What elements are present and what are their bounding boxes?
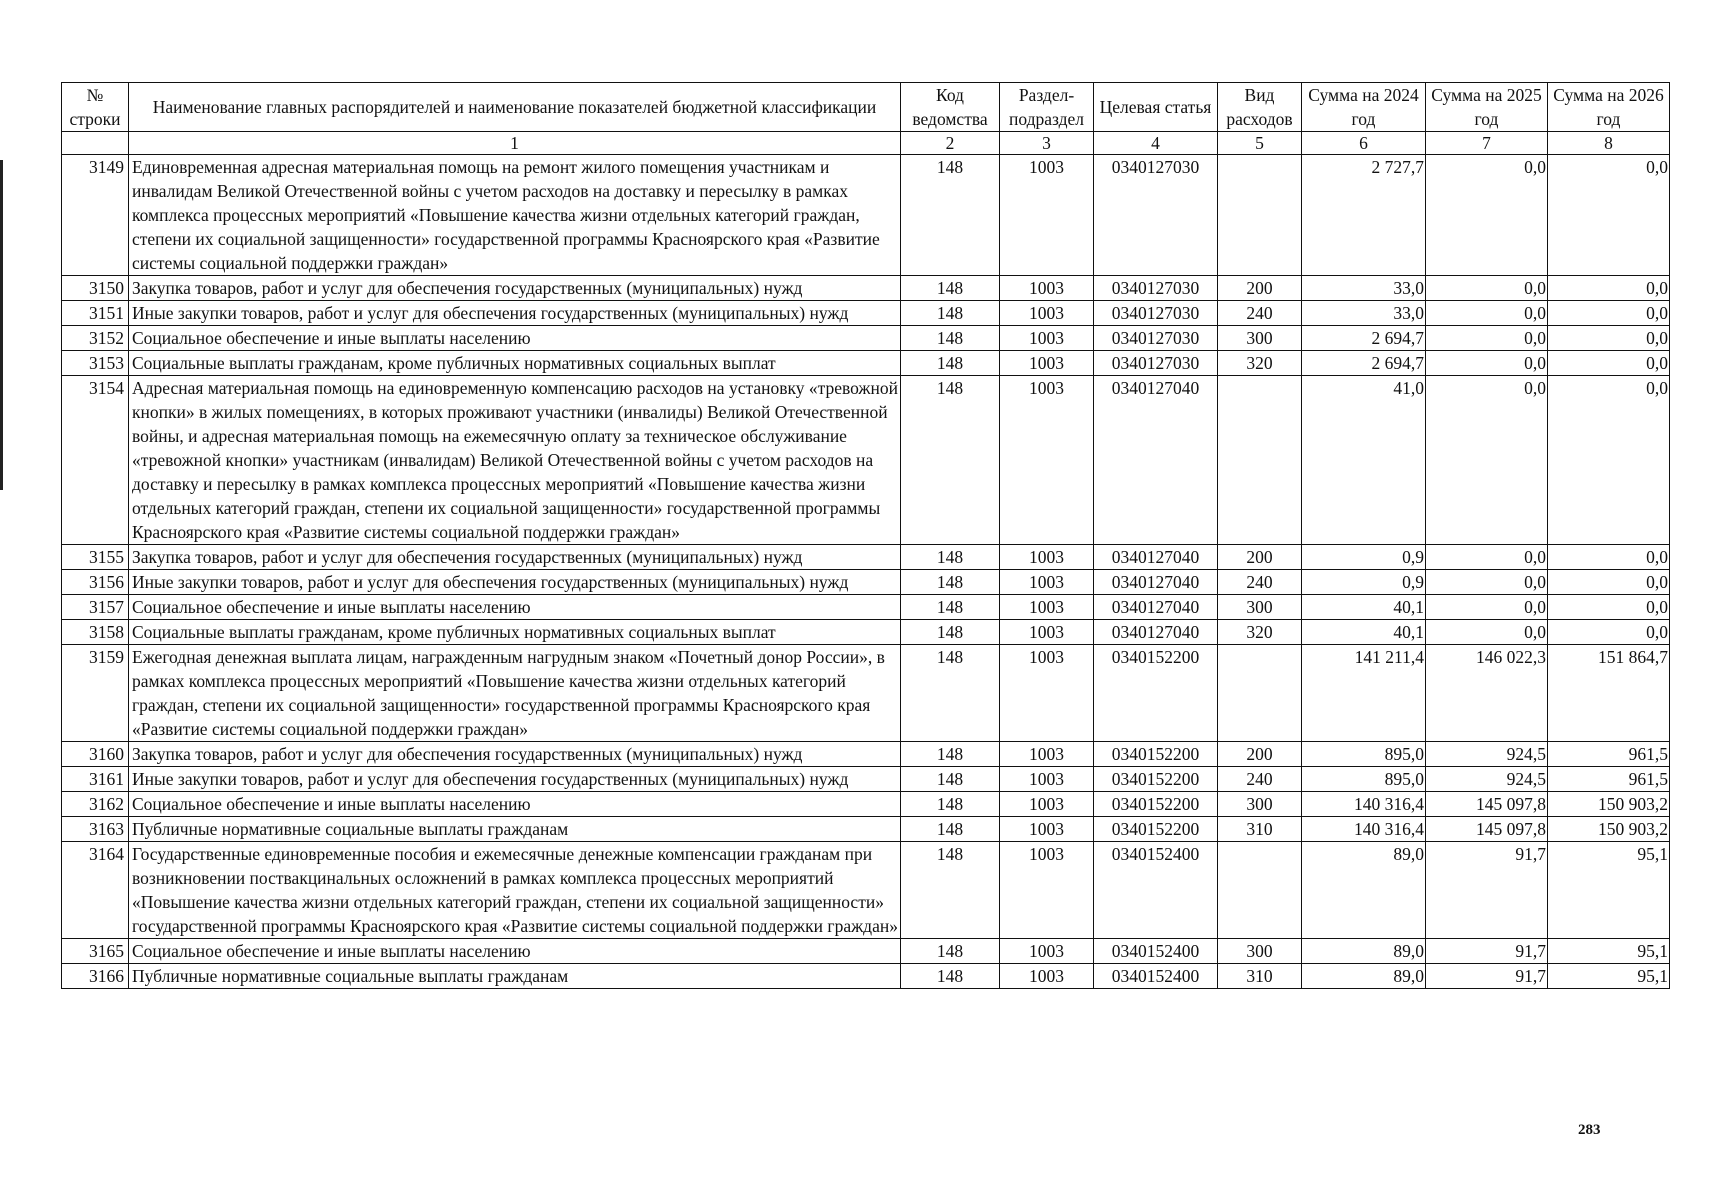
row-section: 1003 — [1000, 570, 1094, 595]
row-sum-2025: 0,0 — [1426, 155, 1548, 276]
row-sum-2025: 145 097,8 — [1426, 817, 1548, 842]
row-expense-type — [1218, 645, 1302, 742]
row-name: Социальное обеспечение и иные выплаты населению — [129, 326, 901, 351]
row-sum-2024: 2 727,7 — [1302, 155, 1426, 276]
column-number: 8 — [1548, 132, 1670, 155]
row-sum-2026: 0,0 — [1548, 545, 1670, 570]
row-sum-2024: 895,0 — [1302, 742, 1426, 767]
row-section: 1003 — [1000, 939, 1094, 964]
row-sum-2024: 89,0 — [1302, 939, 1426, 964]
table-row — [62, 276, 1670, 301]
row-expense-type — [1218, 842, 1302, 939]
row-section: 1003 — [1000, 595, 1094, 620]
row-number: 3154 — [62, 376, 129, 545]
row-dept-code: 148 — [901, 301, 1000, 326]
row-sum-2026: 95,1 — [1548, 964, 1670, 989]
column-number: 4 — [1094, 132, 1218, 155]
row-expense-type: 240 — [1218, 570, 1302, 595]
row-section: 1003 — [1000, 842, 1094, 939]
row-expense-type: 200 — [1218, 742, 1302, 767]
row-sum-2025: 924,5 — [1426, 767, 1548, 792]
row-section: 1003 — [1000, 817, 1094, 842]
row-name: Иные закупки товаров, работ и услуг для обеспечения государственных (муниципальных) нужд — [129, 570, 901, 595]
row-sum-2026: 0,0 — [1548, 276, 1670, 301]
row-number: 3166 — [62, 964, 129, 989]
row-sum-2026: 961,5 — [1548, 767, 1670, 792]
row-expense-type: 300 — [1218, 595, 1302, 620]
row-sum-2024: 0,9 — [1302, 545, 1426, 570]
table-row — [62, 545, 1670, 570]
row-sum-2024: 41,0 — [1302, 376, 1426, 545]
row-number: 3160 — [62, 742, 129, 767]
row-section: 1003 — [1000, 351, 1094, 376]
row-target-article: 0340127040 — [1094, 620, 1218, 645]
row-target-article: 0340127040 — [1094, 570, 1218, 595]
row-name: Закупка товаров, работ и услуг для обеспечения государственных (муниципальных) нужд — [129, 742, 901, 767]
row-name: Социальные выплаты гражданам, кроме публичных нормативных социальных выплат — [129, 620, 901, 645]
row-number: 3150 — [62, 276, 129, 301]
header-row — [62, 83, 1670, 132]
row-number: 3157 — [62, 595, 129, 620]
row-target-article: 0340127040 — [1094, 595, 1218, 620]
header-name: Наименование главных распорядителей и наименование показателей бюджетной классификации — [129, 83, 901, 132]
row-sum-2025: 0,0 — [1426, 595, 1548, 620]
row-dept-code: 148 — [901, 376, 1000, 545]
row-sum-2026: 95,1 — [1548, 842, 1670, 939]
row-target-article: 0340152400 — [1094, 939, 1218, 964]
row-sum-2026: 0,0 — [1548, 570, 1670, 595]
row-sum-2026: 0,0 — [1548, 595, 1670, 620]
row-sum-2025: 146 022,3 — [1426, 645, 1548, 742]
row-target-article: 0340152400 — [1094, 964, 1218, 989]
row-target-article: 0340152200 — [1094, 792, 1218, 817]
row-sum-2024: 2 694,7 — [1302, 326, 1426, 351]
row-expense-type: 240 — [1218, 301, 1302, 326]
row-target-article: 0340127030 — [1094, 155, 1218, 276]
row-sum-2026: 0,0 — [1548, 620, 1670, 645]
row-sum-2024: 0,9 — [1302, 570, 1426, 595]
header-target-article: Целевая статья — [1094, 83, 1218, 132]
row-number: 3165 — [62, 939, 129, 964]
row-dept-code: 148 — [901, 276, 1000, 301]
row-sum-2026: 0,0 — [1548, 155, 1670, 276]
table-row — [62, 792, 1670, 817]
row-name: Закупка товаров, работ и услуг для обеспечения государственных (муниципальных) нужд — [129, 545, 901, 570]
row-section: 1003 — [1000, 155, 1094, 276]
column-number: 5 — [1218, 132, 1302, 155]
scan-edge-mark — [0, 160, 3, 490]
row-name: Ежегодная денежная выплата лицам, награжденным нагрудным знаком «Почетный донор России», в рамках комплекса процессных мероприятий «Повышение качества жизни отдельных категорий граждан, степени их социальной защищенности» государственной программы Красноярского края «Развитие системы социальной поддержки граждан» — [129, 645, 901, 742]
table-row — [62, 842, 1670, 939]
row-dept-code: 148 — [901, 842, 1000, 939]
row-target-article: 0340152200 — [1094, 817, 1218, 842]
row-section: 1003 — [1000, 276, 1094, 301]
row-number: 3163 — [62, 817, 129, 842]
row-sum-2026: 0,0 — [1548, 351, 1670, 376]
row-expense-type: 320 — [1218, 351, 1302, 376]
row-sum-2025: 0,0 — [1426, 570, 1548, 595]
row-number: 3149 — [62, 155, 129, 276]
row-target-article: 0340152200 — [1094, 742, 1218, 767]
row-dept-code: 148 — [901, 792, 1000, 817]
row-sum-2025: 0,0 — [1426, 620, 1548, 645]
row-expense-type: 300 — [1218, 792, 1302, 817]
row-expense-type: 240 — [1218, 767, 1302, 792]
column-number — [62, 132, 129, 155]
table-row — [62, 570, 1670, 595]
row-dept-code: 148 — [901, 767, 1000, 792]
row-section: 1003 — [1000, 620, 1094, 645]
row-section: 1003 — [1000, 376, 1094, 545]
budget-table — [61, 82, 1670, 989]
table-row — [62, 351, 1670, 376]
row-dept-code: 148 — [901, 964, 1000, 989]
row-dept-code: 148 — [901, 155, 1000, 276]
table-row — [62, 376, 1670, 545]
table-row — [62, 620, 1670, 645]
row-section: 1003 — [1000, 301, 1094, 326]
header-dept-code: Код ведомства — [901, 83, 1000, 132]
row-section: 1003 — [1000, 964, 1094, 989]
row-dept-code: 148 — [901, 570, 1000, 595]
header-sum-2024: Сумма на 2024 год — [1302, 83, 1426, 132]
row-sum-2024: 89,0 — [1302, 964, 1426, 989]
row-sum-2025: 91,7 — [1426, 939, 1548, 964]
row-sum-2026: 961,5 — [1548, 742, 1670, 767]
column-number: 3 — [1000, 132, 1094, 155]
row-target-article: 0340127030 — [1094, 301, 1218, 326]
row-sum-2025: 0,0 — [1426, 545, 1548, 570]
row-sum-2025: 91,7 — [1426, 842, 1548, 939]
row-sum-2025: 0,0 — [1426, 326, 1548, 351]
row-sum-2026: 0,0 — [1548, 376, 1670, 545]
row-dept-code: 148 — [901, 620, 1000, 645]
row-name: Единовременная адресная материальная помощь на ремонт жилого помещения участникам и инвалидам Великой Отечественной войны с учетом расходов на доставку и пересылку в рамках комплекса процессных мероприятий «Повышение качества жизни отдельных категорий граждан, степени их социальной защищенности» государственной программы Красноярского края «Развитие системы социальной поддержки граждан» — [129, 155, 901, 276]
row-section: 1003 — [1000, 545, 1094, 570]
table-row — [62, 767, 1670, 792]
column-number: 7 — [1426, 132, 1548, 155]
row-target-article: 0340127040 — [1094, 545, 1218, 570]
row-sum-2025: 0,0 — [1426, 376, 1548, 545]
column-number-row — [62, 132, 1670, 155]
row-expense-type: 200 — [1218, 276, 1302, 301]
row-target-article: 0340127030 — [1094, 326, 1218, 351]
row-sum-2025: 0,0 — [1426, 301, 1548, 326]
row-dept-code: 148 — [901, 351, 1000, 376]
row-number: 3155 — [62, 545, 129, 570]
column-number: 6 — [1302, 132, 1426, 155]
row-section: 1003 — [1000, 326, 1094, 351]
row-name: Иные закупки товаров, работ и услуг для обеспечения государственных (муниципальных) нужд — [129, 301, 901, 326]
row-expense-type: 200 — [1218, 545, 1302, 570]
row-number: 3162 — [62, 792, 129, 817]
row-dept-code: 148 — [901, 326, 1000, 351]
row-expense-type — [1218, 155, 1302, 276]
row-sum-2025: 145 097,8 — [1426, 792, 1548, 817]
row-section: 1003 — [1000, 645, 1094, 742]
table-row — [62, 155, 1670, 276]
row-number: 3161 — [62, 767, 129, 792]
row-expense-type — [1218, 376, 1302, 545]
row-sum-2024: 40,1 — [1302, 595, 1426, 620]
row-sum-2026: 150 903,2 — [1548, 817, 1670, 842]
row-name: Государственные единовременные пособия и ежемесячные денежные компенсации гражданам при возникновении поствакцинальных осложнений в рамках комплекса процессных мероприятий «Повышение качества жизни отдельных категорий граждан, степени их социальной защищенности» государственной программы Красноярского края «Развитие системы социальной поддержки граждан» — [129, 842, 901, 939]
row-sum-2024: 33,0 — [1302, 276, 1426, 301]
table-row — [62, 939, 1670, 964]
table-header — [62, 83, 1670, 155]
row-sum-2026: 0,0 — [1548, 326, 1670, 351]
row-sum-2026: 151 864,7 — [1548, 645, 1670, 742]
row-target-article: 0340127040 — [1094, 376, 1218, 545]
column-number: 2 — [901, 132, 1000, 155]
row-section: 1003 — [1000, 742, 1094, 767]
row-sum-2025: 924,5 — [1426, 742, 1548, 767]
row-name: Социальное обеспечение и иные выплаты населению — [129, 792, 901, 817]
row-sum-2024: 140 316,4 — [1302, 817, 1426, 842]
row-number: 3152 — [62, 326, 129, 351]
table-row — [62, 964, 1670, 989]
header-sum-2025: Сумма на 2025 год — [1426, 83, 1548, 132]
header-section: Раздел- подраздел — [1000, 83, 1094, 132]
row-number: 3151 — [62, 301, 129, 326]
row-dept-code: 148 — [901, 595, 1000, 620]
column-number: 1 — [129, 132, 901, 155]
row-sum-2024: 89,0 — [1302, 842, 1426, 939]
table-body — [62, 155, 1670, 989]
row-number: 3156 — [62, 570, 129, 595]
row-section: 1003 — [1000, 767, 1094, 792]
row-number: 3164 — [62, 842, 129, 939]
header-expense-type: Вид расходов — [1218, 83, 1302, 132]
table-row — [62, 326, 1670, 351]
row-target-article: 0340152400 — [1094, 842, 1218, 939]
table-row — [62, 595, 1670, 620]
table-row — [62, 742, 1670, 767]
row-expense-type: 310 — [1218, 817, 1302, 842]
row-target-article: 0340152200 — [1094, 645, 1218, 742]
row-dept-code: 148 — [901, 545, 1000, 570]
row-sum-2024: 40,1 — [1302, 620, 1426, 645]
row-expense-type: 300 — [1218, 939, 1302, 964]
header-sum-2026: Сумма на 2026 год — [1548, 83, 1670, 132]
header-row-no: № строки — [62, 83, 129, 132]
row-sum-2025: 91,7 — [1426, 964, 1548, 989]
row-name: Публичные нормативные социальные выплаты гражданам — [129, 964, 901, 989]
row-sum-2026: 95,1 — [1548, 939, 1670, 964]
row-sum-2025: 0,0 — [1426, 276, 1548, 301]
row-dept-code: 148 — [901, 742, 1000, 767]
row-expense-type: 310 — [1218, 964, 1302, 989]
row-name: Адресная материальная помощь на единовременную компенсацию расходов на установку «тревожной кнопки» в жилых помещениях, в которых проживают участники (инвалиды) Великой Отечественной войны, и адресная материальная помощь на ежемесячную оплату за техническое обслуживание «тревожной кнопки» участникам (инвалидам) Великой Отечественной войны с учетом расходов на доставку и пересылку в рамках комплекса процессных мероприятий «Повышение качества жизни отдельных категорий граждан, степени их социальной защищенности» государственной программы Красноярского края «Развитие системы социальной поддержки граждан» — [129, 376, 901, 545]
row-sum-2024: 140 316,4 — [1302, 792, 1426, 817]
row-sum-2024: 33,0 — [1302, 301, 1426, 326]
row-name: Закупка товаров, работ и услуг для обеспечения государственных (муниципальных) нужд — [129, 276, 901, 301]
row-target-article: 0340127030 — [1094, 351, 1218, 376]
row-name: Иные закупки товаров, работ и услуг для обеспечения государственных (муниципальных) нужд — [129, 767, 901, 792]
row-number: 3158 — [62, 620, 129, 645]
row-sum-2024: 141 211,4 — [1302, 645, 1426, 742]
row-sum-2026: 150 903,2 — [1548, 792, 1670, 817]
row-sum-2024: 2 694,7 — [1302, 351, 1426, 376]
row-expense-type: 300 — [1218, 326, 1302, 351]
row-sum-2025: 0,0 — [1426, 351, 1548, 376]
row-dept-code: 148 — [901, 939, 1000, 964]
row-name: Социальные выплаты гражданам, кроме публичных нормативных социальных выплат — [129, 351, 901, 376]
table-row — [62, 817, 1670, 842]
row-name: Публичные нормативные социальные выплаты гражданам — [129, 817, 901, 842]
row-target-article: 0340152200 — [1094, 767, 1218, 792]
row-dept-code: 148 — [901, 817, 1000, 842]
row-expense-type: 320 — [1218, 620, 1302, 645]
table-row — [62, 645, 1670, 742]
row-name: Социальное обеспечение и иные выплаты населению — [129, 595, 901, 620]
row-number: 3159 — [62, 645, 129, 742]
row-sum-2026: 0,0 — [1548, 301, 1670, 326]
table-row — [62, 301, 1670, 326]
row-name: Социальное обеспечение и иные выплаты населению — [129, 939, 901, 964]
row-sum-2024: 895,0 — [1302, 767, 1426, 792]
page-number: 283 — [1578, 1122, 1601, 1138]
row-number: 3153 — [62, 351, 129, 376]
row-section: 1003 — [1000, 792, 1094, 817]
row-target-article: 0340127030 — [1094, 276, 1218, 301]
row-dept-code: 148 — [901, 645, 1000, 742]
